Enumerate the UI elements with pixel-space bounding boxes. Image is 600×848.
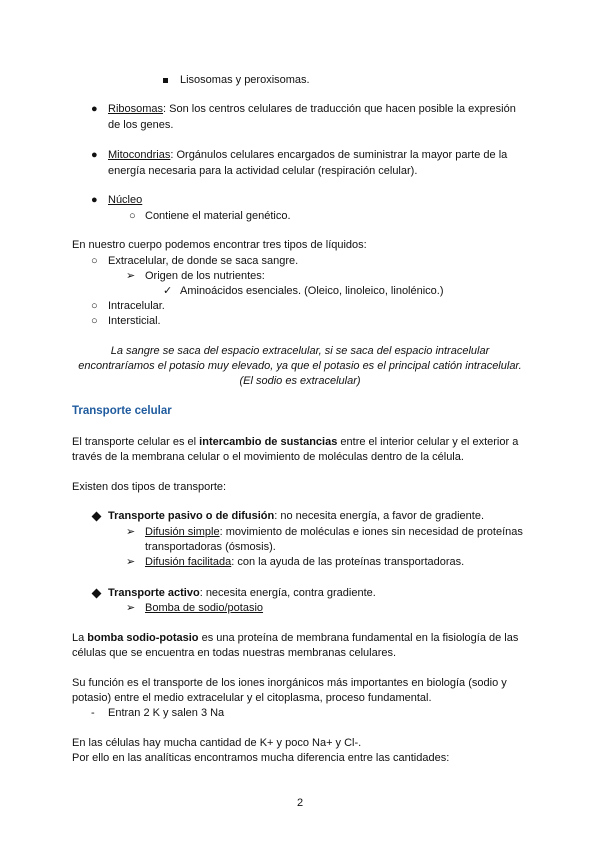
cells-line-1: En las células hay mucha cantidad de K+ y poco Na+ y Cl-.: [72, 737, 362, 749]
cells-line-2: Por ello en las analíticas encontramos mucha diferencia entre las cantidades:: [72, 752, 450, 764]
pump-text-2: es una proteína de membrana fundamental en la fisiología de las: [198, 632, 519, 644]
diamond-bullet-icon: [92, 512, 102, 522]
liquid-intracelular: Intracelular.: [108, 300, 165, 312]
pasivo-bold: Transporte pasivo o de difusión: [108, 510, 275, 522]
hollow-bullet-icon: ○: [91, 255, 98, 267]
note-line-1: La sangre se saca del espacio extracelular, si se saca del espacio intracelular: [110, 345, 490, 357]
note-line-3: (El sodio es extracelular): [239, 375, 361, 387]
arrow-bullet-icon: ➢: [126, 602, 136, 614]
page-number: 2: [296, 797, 304, 809]
liquid-extracelular: Extracelular, de donde se saca sangre.: [108, 255, 299, 267]
pump-text: La: [72, 632, 88, 644]
difusion-simple-cont: transportadoras (ósmosis).: [145, 541, 276, 553]
pump-function-line-2: potasio) entre el medio extracelular y el citoplasma, proceso fundamental.: [72, 692, 432, 704]
transport-paragraph: [72, 435, 518, 450]
transporte-activo-item: [108, 586, 376, 601]
aminoacidos-item: Aminoácidos esenciales. (Oleico, linoleico, linolénico.): [180, 285, 444, 297]
transport-bold: intercambio de sustancias: [199, 436, 338, 448]
hollow-bullet-icon: ○: [129, 210, 136, 222]
difusion-facilitada-text: : con la ayuda de las proteínas transportadoras.: [231, 556, 465, 568]
ribosomas-term: Ribosomas: [108, 103, 164, 115]
mitocondrias-term: Mitocondrias: [108, 149, 171, 161]
transporte-pasivo-item: [108, 509, 484, 524]
liquid-intersticial: Intersticial.: [108, 315, 161, 327]
nucleo-subitem: Contiene el material genético.: [145, 210, 291, 222]
activo-text: : necesita energía, contra gradiente.: [199, 587, 376, 599]
square-bullet-icon: [163, 78, 168, 83]
liquids-intro: En nuestro cuerpo podemos encontrar tres tipos de líquidos:: [72, 239, 367, 251]
difusion-facilitada-term: Difusión facilitada: [145, 556, 232, 568]
arrow-bullet-icon: ➢: [126, 526, 136, 538]
check-bullet-icon: ✓: [163, 285, 173, 297]
pump-function-line-1: Su función es el transporte de los iones inorgánicos más importantes en biología (sodio y: [72, 677, 507, 689]
transport-paragraph-cont: través de la membrana celular o el movimiento de moléculas dentro de la célula.: [72, 451, 464, 463]
bullet-icon: ●: [91, 103, 98, 115]
arrow-bullet-icon: ➢: [126, 270, 136, 282]
list-item-mitocondrias: [108, 148, 507, 163]
list-item-nucleo: Núcleo: [108, 194, 143, 206]
mitocondrias-text-cont: energía necesaria para la actividad celular (respiración celular).: [108, 165, 418, 177]
activo-bold: Transporte activo: [108, 587, 200, 599]
note-line-2: encontraríamos el potasio muy elevado, ya que el potasio es el principal catión intracelular.: [78, 360, 522, 372]
bullet-icon: ●: [91, 149, 98, 161]
mitocondrias-text: : Orgánulos celulares encargados de suministrar la mayor parte de la: [170, 149, 508, 161]
difusion-simple-item: [145, 525, 523, 540]
pump-paragraph-cont: células que se encuentra en todas nuestras membranas celulares.: [72, 647, 397, 659]
section-heading-transporte: Transporte celular: [72, 405, 172, 417]
ribosomas-text: : Son los centros celulares de traducción que hacen posible la expresión: [163, 103, 516, 115]
hollow-bullet-icon: ○: [91, 315, 98, 327]
bomba-item: Bomba de sodio/potasio: [145, 602, 264, 614]
hollow-bullet-icon: ○: [91, 300, 98, 312]
bullet-icon: ●: [91, 194, 98, 206]
difusion-simple-term: Difusión simple: [145, 526, 220, 538]
arrow-bullet-icon: ➢: [126, 556, 136, 568]
pump-bold: bomba sodio-potasio: [87, 632, 199, 644]
list-item-ribosomas: [108, 102, 516, 117]
ribosomas-text-cont: de los genes.: [108, 119, 174, 131]
diamond-bullet-icon: [92, 589, 102, 599]
list-item-lisosomas: Lisosomas y peroxisomas.: [180, 74, 310, 86]
dash-item: Entran 2 K y salen 3 Na: [108, 707, 225, 719]
origen-nutrientes: Origen de los nutrientes:: [145, 270, 265, 282]
transport-types-intro: Existen dos tipos de transporte:: [72, 481, 227, 493]
pump-paragraph: [72, 631, 518, 646]
transport-text-2: entre el interior celular y el exterior a: [337, 436, 519, 448]
pasivo-text: : no necesita energía, a favor de gradiente.: [274, 510, 485, 522]
dash-bullet-icon: -: [91, 707, 95, 719]
difusion-simple-text: : movimiento de moléculas e iones sin necesidad de proteínas: [219, 526, 523, 538]
transport-text: El transporte celular es el: [72, 436, 200, 448]
difusion-facilitada-item: [145, 555, 464, 570]
